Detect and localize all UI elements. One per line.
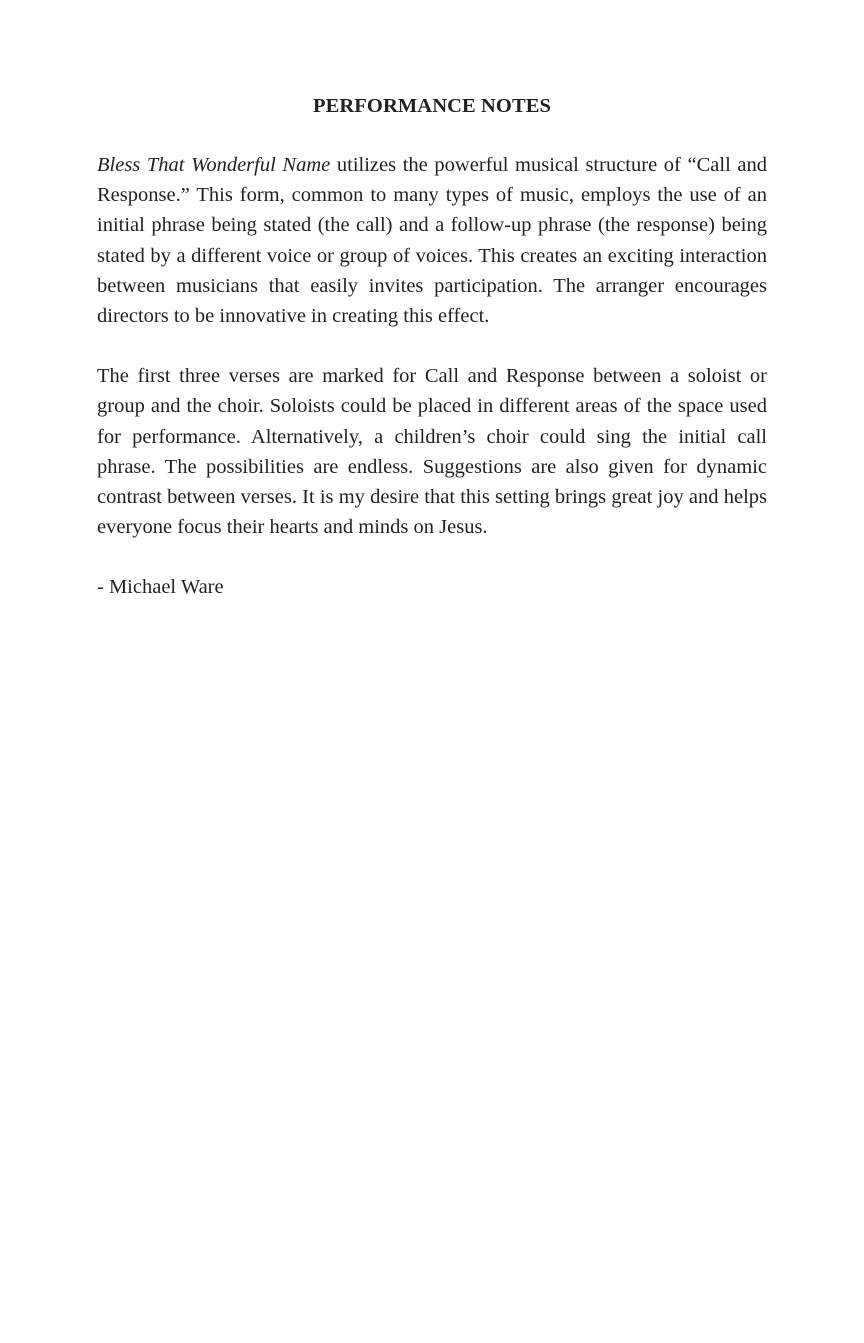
- paragraph-1-text: utilizes the powerful musical structure of “Call and Response.” This form, common to many types of music, employs the use of an initial phrase being stated (the call) and a follow-up phrase (the response) being stated by a different voice or group of voices. This creates an exciting interaction between musicians that easily invites participation. The arranger encourages directors to be innovative in creating this effect.: [97, 154, 767, 328]
- performance-notes-page: [97, 92, 767, 603]
- page-title: PERFORMANCE NOTES: [312, 95, 552, 117]
- paragraph-verses: The first three verses are marked for Call and Response between a soloist or group and the choir. Soloists could be placed in different areas of the space used for performance. Alternatively, a children’s choir could sing the initial call phrase. The possibilities are endless. Suggestions are also given for dynamic contrast between verses. It is my desire that this setting brings great joy and helps everyone focus their hearts and minds on Jesus.: [97, 365, 767, 539]
- paragraph-call-and-response: [97, 150, 767, 331]
- work-title: Bless That Wonderful Name: [97, 154, 331, 176]
- author-signature: - Michael Ware: [97, 576, 224, 599]
